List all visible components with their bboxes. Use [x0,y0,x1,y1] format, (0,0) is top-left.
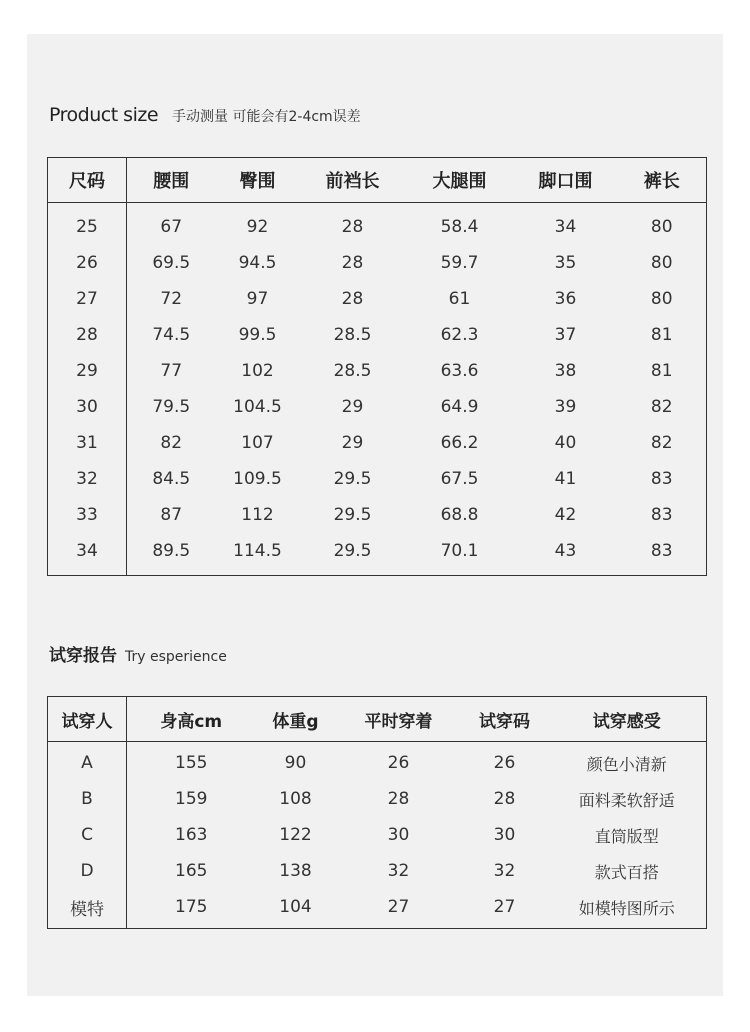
column-header: 身高cm [127,697,256,742]
table-cell: 107 [241,433,274,453]
column-header: 平时穿着 [336,697,462,742]
table-cell: 138 [279,861,312,881]
table-cell: 69.5 [152,253,191,273]
table-cell: 32 [48,461,127,497]
try-table-header [48,697,707,742]
size-table-body [48,203,707,576]
table-cell: 28 [341,217,364,237]
column-header: 脚口围 [514,158,618,203]
table-cell: 26 [387,753,410,773]
table-cell: 模特 [48,889,127,929]
table-cell: 28.5 [333,361,372,381]
table-row [48,742,707,782]
column-header: 试穿码 [462,697,548,742]
table-cell: 104 [279,897,312,917]
table-cell: 79.5 [152,397,191,417]
table-cell: 82 [160,433,183,453]
column-header: 大腿围 [406,158,514,203]
table-row [48,533,707,576]
table-cell: 43 [554,541,577,561]
table-cell: 面料柔软舒适 [578,790,675,810]
table-cell: 59.7 [440,253,479,273]
table-cell: A [48,742,127,782]
size-note: 手动测量 可能会有2-4cm误差 [172,109,361,125]
table-cell: 90 [284,753,307,773]
column-header: 前裆长 [300,158,406,203]
size-title: Product size [49,104,159,126]
table-cell: 32 [387,861,410,881]
table-cell: 30 [48,389,127,425]
table-cell: 122 [279,825,312,845]
table-cell: 28 [341,253,364,273]
try-table-body [48,742,707,929]
table-cell: 81 [650,325,673,345]
column-header: 试穿感受 [548,697,707,742]
column-header: 腰围 [127,158,216,203]
table-cell: 67.5 [440,469,479,489]
table-cell: 97 [246,289,269,309]
table-cell: D [48,853,127,889]
table-cell: 67 [160,217,183,237]
table-cell: 66.2 [440,433,479,453]
table-cell: 35 [554,253,577,273]
table-cell: 34 [554,217,577,237]
table-cell: 41 [554,469,577,489]
table-cell: 92 [246,217,269,237]
table-cell: 175 [175,897,208,917]
table-cell: 99.5 [238,325,277,345]
table-cell: 42 [554,505,577,525]
table-cell: 39 [554,397,577,417]
table-cell: 109.5 [233,469,282,489]
column-header: 臀围 [216,158,300,203]
table-cell: 83 [650,541,673,561]
table-cell: 165 [175,861,208,881]
size-table-header [48,158,707,203]
table-cell: 94.5 [238,253,277,273]
table-cell: 80 [650,253,673,273]
table-cell: 33 [48,497,127,533]
table-row [48,203,707,246]
table-cell: 27 [48,281,127,317]
table-cell: 30 [493,825,516,845]
table-cell: 58.4 [440,217,479,237]
table-cell: 32 [493,861,516,881]
table-cell: 26 [493,753,516,773]
table-row [48,317,707,353]
table-cell: 61 [448,289,471,309]
table-cell: 87 [160,505,183,525]
table-cell: 29 [341,397,364,417]
table-cell: 68.8 [440,505,479,525]
table-cell: 62.3 [440,325,479,345]
table-cell: 29 [48,353,127,389]
table-cell: 82 [650,433,673,453]
table-cell: 28 [493,789,516,809]
table-row [48,425,707,461]
try-heading [49,641,227,666]
table-cell: 163 [175,825,208,845]
table-cell: 63.6 [440,361,479,381]
table-cell: 如模特图所示 [578,898,675,918]
try-table [47,696,707,929]
table-cell: 77 [160,361,183,381]
table-cell: 89.5 [152,541,191,561]
column-header: 体重g [256,697,336,742]
table-row [48,817,707,853]
table-cell: 155 [175,753,208,773]
table-cell: 159 [175,789,208,809]
table-cell: 84.5 [152,469,191,489]
table-cell: 29.5 [333,505,372,525]
table-cell: 30 [387,825,410,845]
table-row [48,889,707,929]
table-cell: 29.5 [333,469,372,489]
table-cell: 26 [48,245,127,281]
table-row [48,853,707,889]
table-cell: 25 [48,203,127,246]
table-cell: 81 [650,361,673,381]
try-title: 试穿报告 [49,646,117,666]
column-header: 裤长 [618,158,707,203]
table-cell: 72 [160,289,183,309]
table-cell: 28 [341,289,364,309]
table-cell: 31 [48,425,127,461]
table-cell: 83 [650,469,673,489]
table-cell: 28.5 [333,325,372,345]
table-cell: 64.9 [440,397,479,417]
table-cell: 36 [554,289,577,309]
table-row [48,389,707,425]
table-row [48,497,707,533]
size-heading [49,104,361,126]
table-cell: 37 [554,325,577,345]
table-cell: 82 [650,397,673,417]
table-cell: 28 [48,317,127,353]
table-cell: 74.5 [152,325,191,345]
table-cell: 颜色小清新 [586,754,667,774]
table-row [48,353,707,389]
table-cell: 80 [650,289,673,309]
table-cell: 80 [650,217,673,237]
table-cell: 70.1 [440,541,479,561]
table-cell: 款式百搭 [594,862,659,882]
try-subtitle: Try esperience [125,649,227,665]
table-row [48,781,707,817]
table-cell: 27 [387,897,410,917]
table-cell: 29.5 [333,541,372,561]
table-cell: 112 [241,505,274,525]
table-cell: 28 [387,789,410,809]
table-cell: B [48,781,127,817]
table-cell: 102 [241,361,274,381]
table-cell: 29 [341,433,364,453]
column-header: 尺码 [48,158,127,203]
table-cell: 104.5 [233,397,282,417]
table-cell: 34 [48,533,127,576]
table-cell: 108 [279,789,312,809]
table-cell: 114.5 [233,541,282,561]
table-cell: 83 [650,505,673,525]
table-row [48,461,707,497]
column-header: 试穿人 [48,697,127,742]
table-row [48,245,707,281]
size-table [47,157,707,576]
table-cell: 40 [554,433,577,453]
table-cell: 直筒版型 [594,826,659,846]
table-cell: C [48,817,127,853]
table-cell: 38 [554,361,577,381]
table-cell: 27 [493,897,516,917]
table-row [48,281,707,317]
